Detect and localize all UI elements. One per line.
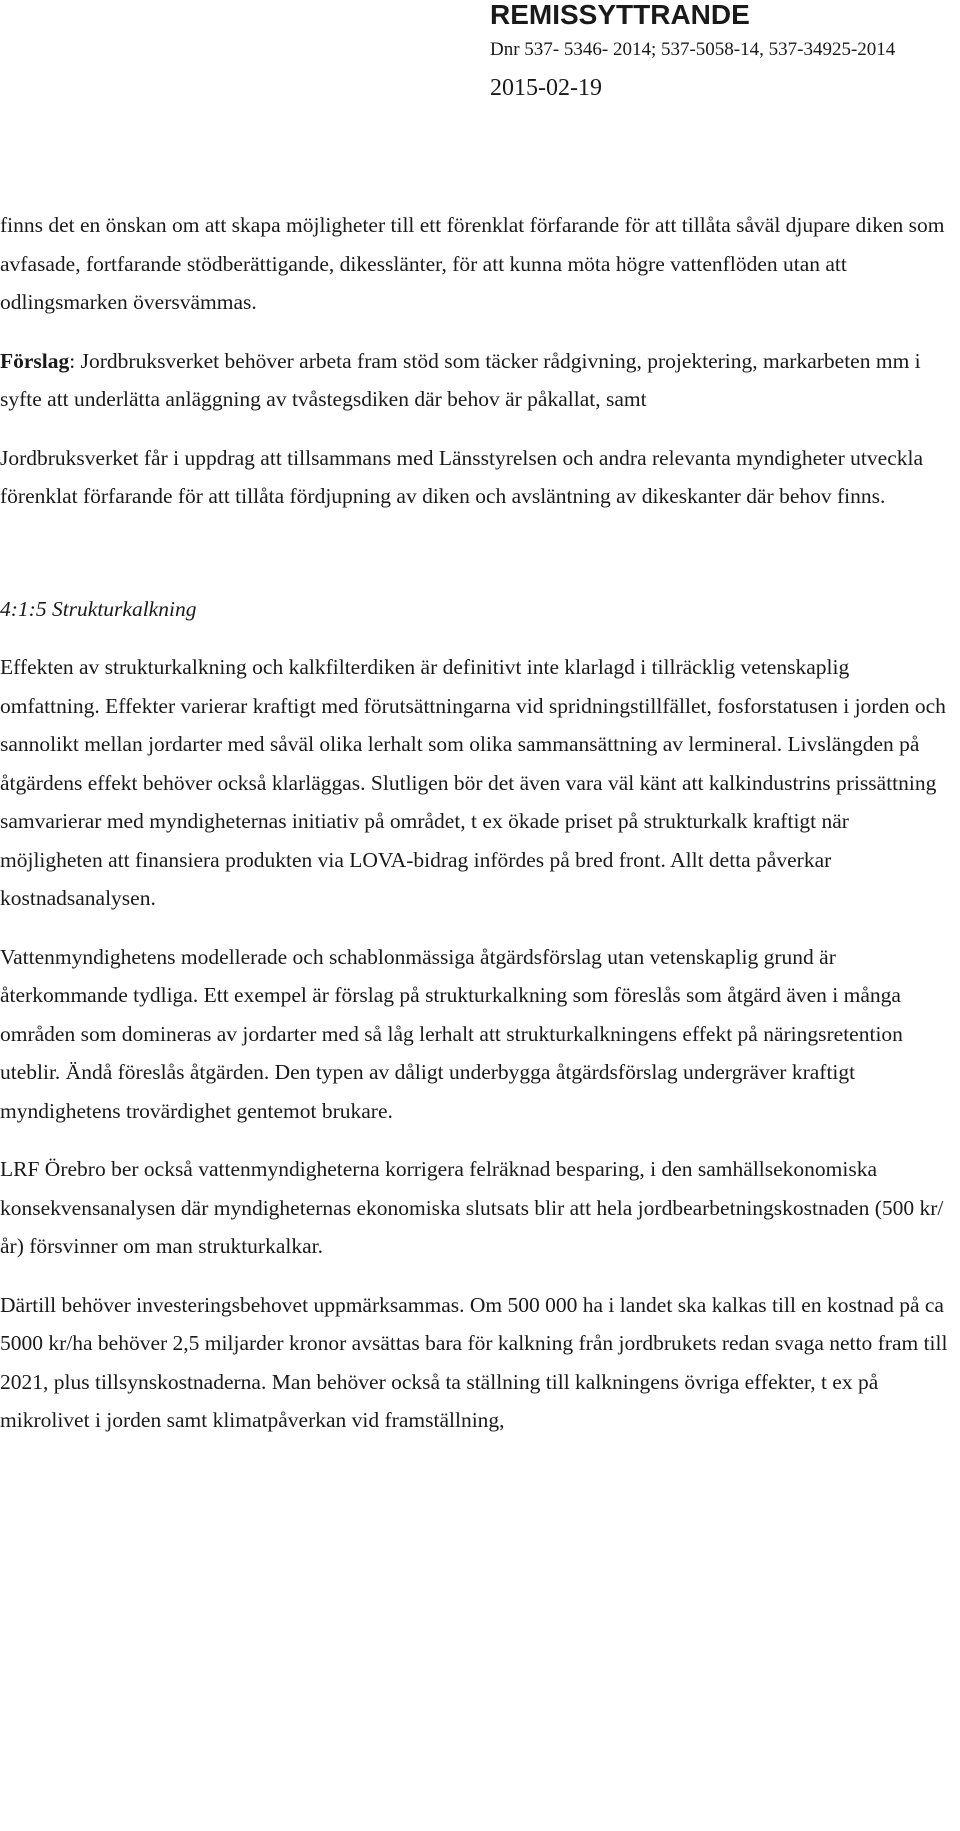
document-date: 2015-02-19	[490, 75, 602, 101]
proposal-text: : Jordbruksverket behöver arbeta fram stöd som täcker rådgivning, projektering, markarbeten mm i syfte att underlätta anläggning av tvåstegsdiken där behov är påkallat, samt	[0, 348, 921, 411]
paragraph-structure-liming-effect: Effekten av strukturkalkning och kalkfilterdiken är definitivt inte klarlagd i tillräcklig vetenskaplig omfattning. Effekter varierar kraftigt med förutsättningarna vid spridningstillfället, fosforstatusen i jorden och sannolikt mellan jordarter med såväl olika lerhalt som olika sammansättning av lermineral. Livslängden på åtgärdens effekt behöver också klarläggas. Slutligen bör det även vara väl känt att kalkindustrins prissättning samvarierar med myndigheternas initiativ på området, t ex ökade priset på strukturkalk kraftigt när möjligheten att finansiera produkten via LOVA-bidrag infördes på bred front. Allt detta påverkar kostnadsanalysen.	[0, 655, 946, 910]
proposal-label: Förslag	[0, 348, 70, 373]
document-title: REMISSYTTRANDE	[490, 0, 750, 30]
paragraph-water-authority-proposals: Vattenmyndighetens modellerade och schablonmässiga åtgärdsförslag utan vetenskaplig grund är återkommande tydliga. Ett exempel är förslag på strukturkalkning som föreslås som åtgärd även i många områden som domineras av jordarter med så låg lerhalt att strukturkalkningens effekt på näringsretention uteblir. Ändå föreslås åtgärden. Den typen av dåligt underbygga åtgärdsförslag undergräver kraftigt myndighetens trovärdighet gentemot brukare.	[0, 944, 903, 1123]
document-header	[490, 0, 950, 102]
paragraph-ditch-procedure: finns det en önskan om att skapa möjligheter till ett förenklat förfarande för att tillåta såväl djupare diken som avfasade, fortfarande stödberättigande, dikesslänter, för att kunna möta högre vattenflöden utan att odlingsmarken översvämmas.	[0, 213, 945, 314]
paragraph-proposal	[0, 342, 950, 419]
paragraph-investment-need: Därtill behöver investeringsbehovet uppmärksammas. Om 500 000 ha i landet ska kalkas till en kostnad på ca 5000 kr/ha behöver 2,5 miljarder kronor avsättas bara för kalkning från jordbrukets redan svaga netto fram till 2021, plus tillsynskostnaderna. Man behöver också ta ställning till kalkningens övriga effekter, t ex på mikrolivet i jorden samt klimatpåverkan vid framställning,	[0, 1292, 948, 1432]
document-body	[0, 206, 950, 1440]
section-heading: 4:1:5 Strukturkalkning	[0, 596, 197, 621]
document-reference-number: Dnr 537- 5346- 2014; 537-5058-14, 537-34925-2014	[490, 39, 896, 60]
paragraph-lrf-orebro: LRF Örebro ber också vattenmyndigheterna korrigera felräknad besparing, i den samhällsekonomiska konsekvensanalysen där myndigheternas ekonomiska slutsats blir att hela jordbearbetningskostnaden (500 kr/år) försvinner om man strukturkalkar.	[0, 1157, 944, 1258]
paragraph-assignment: Jordbruksverket får i uppdrag att tillsammans med Länsstyrelsen och andra relevanta myndigheter utveckla förenklat förfarande för att tillåta fördjupning av diken och avsläntning av dikeskanter där behov finns.	[0, 445, 923, 508]
